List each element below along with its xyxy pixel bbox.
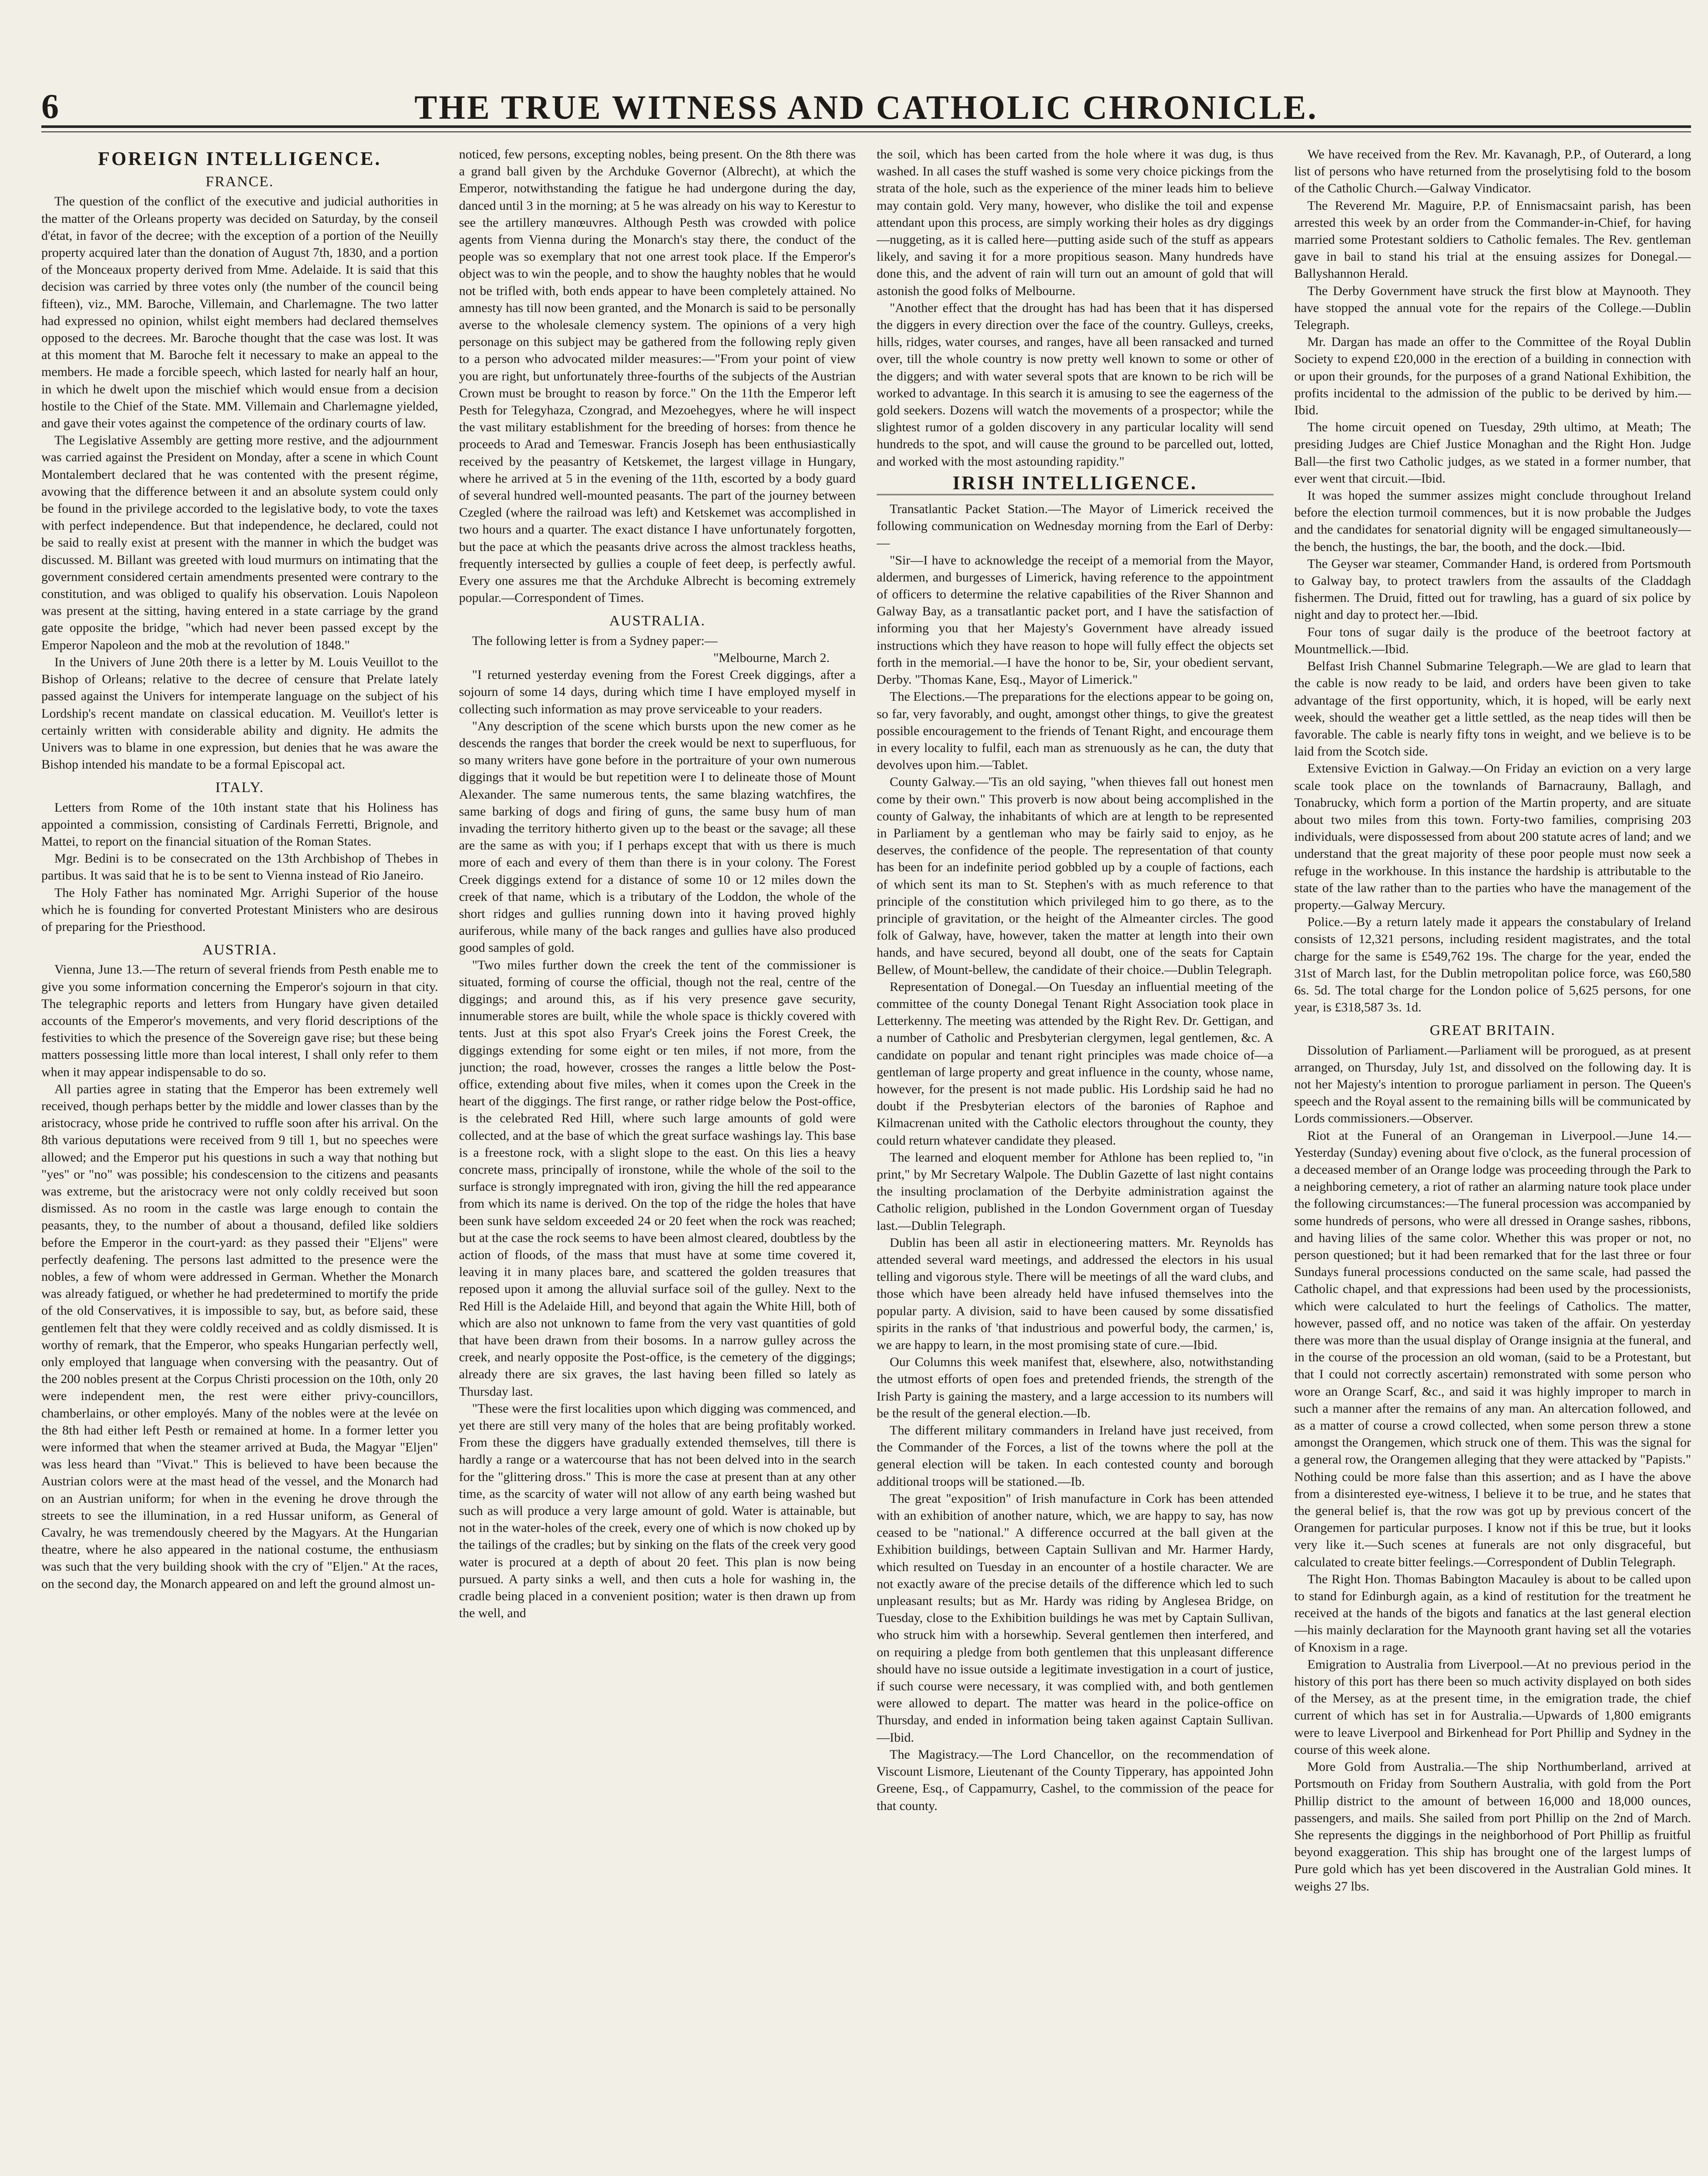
paragraph: The learned and eloquent member for Athlone has been replied to, "in print," by Mr Secretary Walpole. The Dublin Gazette of last night contains the insulting proclamation of the Derbyite administration against the Catholic religion, published in the London Government organ of Tuesday last.—Dublin Telegraph. — [877, 1150, 1274, 1233]
paragraph: "These were the first localities upon which digging was commenced, and yet there are still very many of the holes that are being profitably worked. From these the diggers have gradually extended themselves, till there is hardly a range or a watercourse that has not been delved into in the search for the "glittering dross." This is more the case at present than at any other time, as the scarcity of water will not allow of any earth being washed but such as will produce a very large amount of gold. Water is attainable, but not in the water-holes of the creek, every one of which is now choked up by the tailings of the cradles; but by sinking on the flats of the creek very good water is procured at a depth of about 20 feet. This plan is now being pursued. A party sinks a well, and then cuts a hole for washing in, the cradle being placed in a convenient position; water is then drawn up from the well, and — [459, 1401, 856, 1621]
paragraph: The Elections.—The preparations for the elections appear to be going on, so far, very favorably, and ought, amongst other things, to give the greatest possible encouragement to the friends of Tenant Right, and encourage them in every locality to fulfil, each man as strenuously as he can, the duty that devolves upon him.—Tablet. — [877, 689, 1274, 772]
subheading-great-britain: GREAT BRITAIN. — [1429, 1022, 1556, 1039]
paragraph: The Reverend Mr. Maguire, P.P. of Ennismacsaint parish, has been arrested this week by an order from the Commander-in-Chief, for having married some Protestant soldiers to Catholic females. The Rev. gentleman gave in bail to stand his trial at the ensuing assizes for Donegal.—Ballyshannon Herald. — [1294, 198, 1691, 281]
paragraph: County Galway.—'Tis an old saying, "when thieves fall out honest men come by their own." This proverb is now about being accomplished in the county of Galway, the inhabitants of which are at length to be represented in Parliament by a gentleman who may be fairly said to enjoy, as he deserves, the confidence of the people. The representation of that county has been for an indefinite period gobbled up by a couple of factions, each of which sent its man to St. Stephen's with as much reference to that principle of the constitution which privileged him to go there, as to the principle of gravitation, or the height of the Almeanter circles. The good folk of Galway, have, however, taken the matter at length into their own hands, and have secured, beyond all doubt, one of the seats for Captain Bellew, of Mount-bellew, the candidate of their choice.—Dublin Telegraph. — [877, 775, 1274, 977]
paragraph: Emigration to Australia from Liverpool.—At no previous period in the history of this port has there been so much activity displayed on both sides of the Mersey, as at the present time, in the emigration trade, the chief current of which has set in for Australia.—Upwards of 1,800 emigrants were to leave Liverpool and Birkenhead for Port Phillip and Sydney in the course of this week alone. — [1294, 1657, 1691, 1757]
paragraph: The Right Hon. Thomas Babington Macauley is about to be called upon to stand for Edinburgh again, as a kind of restitution for the treatment he received at the hands of the bigots and fanatics at the last general election—his mainly declaration for the Maynooth grant having set all the votaries of Knoxism in a rage. — [1294, 1572, 1691, 1655]
paragraph: noticed, few persons, excepting nobles, being present. On the 8th there was a grand ball given by the Archduke Governor (Albrecht), at which the Emperor, notwithstanding the fatigue he had undergone during the day, danced until 3 in the morning; at 5 he was already on his way to Kerestur to see the artillery manœuvres. Although Pesth was crowded with police agents from Vienna during the Monarch's stay there, the conduct of the people was so exemplary that not one arrest took place. If the Emperor's object was to win the people, and to show the haughty nobles that he would not be trifled with, both ends appear to have been completely attained. No amnesty has till now been granted, and the Monarch is said to be personally averse to the wholesale clemency system. The opinions of a very high personage on this subject may be gathered from the following reply given to a person who advocated milder measures:—"From your point of view you are right, but unfortunately three-fourths of the subjects of the Austrian Crown must be brought to reason by force." On the 11th the Emperor left Pesth for Telegyhaza, Czongrad, and Mezoehegyes, where he will inspect the vast military establishment for the breeding of horses: from thence he proceeds to Arad and Temeswar. Francis Joseph has been enthusiastically received by the peasantry of Ketskemet, the largest village in Hungary, where he arrived at 5 in the evening of the 11th, escorted by a body guard of several hundred well-mounted peasants. The part of the journey between Czegled (where the railroad was left) and Ketskemet was accomplished in two hours and a quarter. The exact distance I have unfortunately forgotten, but the pace at which the peasants drive across the almost trackless heaths, frequently intersected by gullies a couple of feet deep, is perfectly awful. Every one assures me that the Archduke Albrecht is becoming extremely popular.—Correspondent of Times. — [459, 147, 856, 605]
paragraph: "Any description of the scene which bursts upon the new comer as he descends the ranges that border the creek would be next to superfluous, for so many writers have gone before in the portraiture of your own numerous diggings that it would be but repetition were I to delineate those of Mount Alexander. The same numerous tents, the same blazing watchfires, the same barking of dogs and firing of guns, the same busy hum of man invading the territory hitherto given up to the beast or the savage; all these are the same as with you; if I perhaps except that with us there is much more of each and every of them than there is in your colony. The Forest Creek diggings extend for a distance of some 10 or 12 miles down the creek of that name, which is a tributary of the Loddon, the whole of the short ridges and gullies running down into it having proved highly auriferous, while many of the back ranges and gullies have also produced good samples of gold. — [459, 719, 856, 955]
paragraph: Mgr. Bedini is to be consecrated on the 13th Archbishop of Thebes in partibus. It was said that he is to be sent to Vienna instead of Rio Janeiro. — [41, 851, 438, 883]
section-heading-foreign: FOREIGN INTELLIGENCE. — [98, 148, 382, 169]
paragraph: It was hoped the summer assizes might conclude throughout Ireland before the election turmoil commences, but it is now probable the Judges and the candidates for senatorial dignity will be engaged simultaneously—the bench, the hustings, the bar, the booth, and the dock.—Ibid. — [1294, 488, 1691, 554]
subheading-france: FRANCE. — [205, 174, 274, 190]
paragraph: In the Univers of June 20th there is a letter by M. Louis Veuillot to the Bishop of Orleans; relative to the decree of censure that Prelate lately passed against the Univers for intemperate language on the subject of his Lordship's recent mandate on classical education. M. Veuillot's letter is certainly written with considerable ability and dignity. He admits the Univers was to blame in one expression, but denies that he was aware the Bishop intended his mandate to be a formal Episcopal act. — [41, 655, 438, 772]
paragraph: "Two miles further down the creek the tent of the commissioner is situated, forming of course the official, though not the real, centre of the diggings; and around this, as if his very presence gave security, innumerable stores are built, while the whole space is thickly covered with tents. Just at this spot also Fryar's Creek joins the Forest Creek, the diggings extending for some eight or ten miles, if not more, from the junction; the road, however, crosses the ranges a little below the Post-office, extending about five miles, when it comes upon the Creek in the heart of the diggings. The first range, or rather ridge below the Post-office, is the celebrated Red Hill, where such large amounts of gold were collected, and at the base of which the great surface washings lay. This base is a freestone rock, with a slight slope to the east. On this lies a heavy concrete mass, principally of ironstone, while the whole of the soil to the surface is strongly impregnated with iron, giving the hill the red appearance from which its name is derived. On the top of the ridge the holes that have been sunk have seldom exceeded 24 or 20 feet when the rock was reached; but at the case the rock seems to have been almost cleared, doubtless by the action of floods, of the mass that must have at some time covered it, leaving it in many places bare, and scattered the golden treasures that reposed upon it among the alluvial surface soil of the gulley. Next to the Red Hill is the Adelaide Hill, and beyond that again the White Hill, both of which are also not unknown to fame from the very vast quantities of gold that have been drawn from their bosoms. In a narrow gulley across the creek, and nearly opposite the Post-office, is the cemetery of the diggings; already there are six graves, the last having been filled so lately as Thursday last. — [459, 957, 856, 1399]
paragraph: Four tons of sugar daily is the produce of the beetroot factory at Mountmellick.—Ibid. — [1294, 625, 1691, 656]
paragraph: Representation of Donegal.—On Tuesday an influential meeting of the committee of the county Donegal Tenant Right Association took place in Letterkenny. The meeting was attended by the Right Rev. Dr. Gettigan, and a number of Catholic and Presbyterian clergymen, legal gentlemen, &c. A candidate on popular and tenant right principles was made choice of—a gentleman of large property and great influence in the county, whose name, however, for the present is not made public. His Lordship said he had no doubt if the Presbyterian electors of the baronies of Raphoe and Kilmacrenan united with the Catholic electors throughout the county, they could return whatever candidate they pleased. — [877, 979, 1274, 1148]
paragraph: Police.—By a return lately made it appears the constabulary of Ireland consists of 12,321 persons, including resident magistrates, and the total charge for the same is £549,762 19s. The charge for the year, ended the 31st of March last, for the Dublin metropolitan police force, was £60,580 6s. 5d. The total charge for the London police of 5,625 persons, for one year, is £318,587 3s. 1d. — [1294, 915, 1691, 1015]
column-4 — [1294, 146, 1691, 2176]
column-1 — [41, 146, 438, 2176]
paragraph: The Geyser war steamer, Commander Hand, is ordered from Portsmouth to Galway bay, to protect trawlers from the assaults of the Claddagh fishermen. The Druid, fitted out for trawling, has a guard of six police by night and day to protect her.—Ibid. — [1294, 556, 1691, 622]
paragraph: Extensive Eviction in Galway.—On Friday an eviction on a very large scale took place on the townlands of Barnacrauny, Ballagh, and Tonabrucky, which form a portion of the Martin property, and are situate about two miles from this town. Forty-two families, comprising 203 individuals, were dispossessed from about 200 statute acres of land; and we understand that the great majority of these poor people must now seek a refuge in the workhouse. In this instance the hardship is attributable to the state of the law rather than to the parties who have the management of the property.—Galway Mercury. — [1294, 761, 1691, 912]
paragraph: Mr. Dargan has made an offer to the Committee of the Royal Dublin Society to expend £20,000 in the erection of a building in connection with or upon their grounds, for the purposes of a grand National Exhibition, the profits incidental to the admission of the public to be derived by him.—Ibid. — [1294, 335, 1691, 418]
paragraph: The Holy Father has nominated Mgr. Arrighi Superior of the house which he is founding for converted Protestant Ministers who are desirous of preparing for the Priesthood. — [41, 885, 438, 934]
dateline: "Melbourne, March 2. — [713, 650, 830, 665]
paragraph: "I returned yesterday evening from the Forest Creek diggings, after a sojourn of some 14 days, during which time I have employed myself in collecting such information as may prove serviceable to your readers. — [459, 668, 856, 716]
paragraph: Transatlantic Packet Station.—The Mayor of Limerick received the following communication on Wednesday morning from the Earl of Derby:— — [877, 502, 1274, 551]
paragraph: The home circuit opened on Tuesday, 29th ultimo, at Meath; The presiding Judges are Chief Justice Monaghan and the Right Hon. Judge Ball—the first two Catholic judges, as we stated in a former number, that ever went that circuit.—Ibid. — [1294, 420, 1691, 486]
paragraph: The Derby Government have struck the first blow at Maynooth. They have stopped the annual vote for the repairs of the College.—Dublin Telegraph. — [1294, 283, 1691, 332]
paragraph: The question of the conflict of the executive and judicial authorities in the matter of the Orleans property was decided on Saturday, by the conseil d'état, in favor of the decree; with the exception of a portion of the Neuilly property acquired later than the donation of August 7th, 1830, and a portion of the Monceaux property derived from Mme. Adelaide. It is said that this decision was carried by three votes only (the number of the council being fifteen), viz., MM. Baroche, Villemain, and Charlemagne. The two latter had expressed no opinion, whilst eight members had declared themselves opposed to the decrees. Mr. Baroche thought that the case was lost. It was at this moment that M. Baroche felt it necessary to make an appeal to the members. He made a forcible speech, which lasted for nearly half an hour, in which he dwelt upon the mischief which would ensue from a decision hostile to the Chief of the State. MM. Villemain and Charlemagne yielded, and gave their votes against the competence of the ordinary courts of law. — [41, 194, 438, 431]
paragraph: The Legislative Assembly are getting more restive, and the adjournment was carried against the President on Monday, after a scene in which Count Montalembert declared that he was contented with the present régime, avowing that the difference between it and an absolute system could only be found in the privilege accorded to the legislative body, to vote the taxes with perfect independence. But that independence, he declared, could not be said to really exist at present with the manner in which the budget was discussed. M. Billant was greeted with loud murmurs on intimating that the government considered certain amendments presented were contrary to the constitution, and was obliged to qualify his observation. Louis Napoleon was present at the sitting, having entered in a state carriage by the grand gate opposite the bridge, "which had never been passed except by the Emperor Napoleon and the mob at the revolution of 1848." — [41, 433, 438, 652]
paragraph: Belfast Irish Channel Submarine Telegraph.—We are glad to learn that the cable is now ready to be laid, and orders have been given to take advantage of the first opportunity, which, it is hoped, will be early next week, should the weather get a little settled, as the neap tides will then be favorable. The cable is nearly fifty tons in weight, and we believe is to be laid from the Scotch side. — [1294, 659, 1691, 759]
paragraph: The different military commanders in Ireland have just received, from the Commander of the Forces, a list of the towns where the poll at the general election will be taken. In each contested county and borough additional troops will be stationed.—Ib. — [877, 1423, 1274, 1489]
newspaper-title: THE TRUE WITNESS AND CATHOLIC CHRONICLE. — [414, 88, 1318, 126]
paragraph: We have received from the Rev. Mr. Kavanagh, P.P., of Outerard, a long list of persons who have returned from the proselytising fold to the bosom of the Catholic Church.—Galway Vindicator. — [1294, 147, 1691, 196]
paragraph: "Another effect that the drought has had has been that it has dispersed the diggers in every direction over the face of the country. Gulleys, creeks, hills, ridges, water courses, and ranges, have all been ransacked and turned over, till the whole country is now pretty well known to some or other of the diggers; and with water several spots that are known to be rich will be worked to advantage. In this search it is amusing to see the eagerness of the gold seekers. Dozens will watch the movements of a prospector; while the slightest rumor of a golden discovery in any particular locality will send hundreds to the spot, and will cause the ground to be parcelled out, lotted, and worked with the most astounding rapidity." — [877, 300, 1274, 469]
paragraph: the soil, which has been carted from the hole where it was dug, is thus washed. In all cases the stuff washed is some very choice pickings from the strata of the hole, such as the experience of the miner leads him to believe may contain gold. Very many, however, who dislike the toil and expense attendant upon this process, are simply working their holes as dry diggings—nuggeting, as it is called here—putting aside such of the stuff as appears likely, and saving it for a more propitious season. Many hundreds have done this, and the advent of rain will turn out an amount of gold that will astonish the good folks of Melbourne. — [877, 147, 1274, 298]
article-columns — [41, 146, 1691, 2176]
subheading-italy: ITALY. — [215, 779, 264, 796]
paragraph: Letters from Rome of the 10th instant state that his Holiness has appointed a commission, consisting of Cardinals Ferretti, Brignole, and Mattei, to report on the financial situation of the Roman States. — [41, 800, 438, 849]
paragraph: Dublin has been all astir in electioneering matters. Mr. Reynolds has attended several ward meetings, and addressed the electors in his usual telling and vigorous style. There will be meetings of all the ward clubs, and those which have been already held have infused themselves into the popular party. A division, said to have been caused by some dissatisfied spirits in the ranks of 'that industrious and powerful body, the carmen,' is, we are happy to learn, in the most promising state of cure.—Ibid. — [877, 1235, 1274, 1353]
paragraph: Vienna, June 13.—The return of several friends from Pesth enable me to give you some information concerning the Emperor's sojourn in that city. The telegraphic reports and letters from Hungary have given detailed accounts of the Emperor's movements, and very florid descriptions of the festivities to which the presence of the Sovereign gave rise; but these being matters possessing little more than local interest, I shall only refer to them when it may appear indispensable to do so. — [41, 962, 438, 1079]
column-2 — [459, 146, 856, 2176]
page-number: 6 — [41, 87, 59, 126]
paragraph: The great "exposition" of Irish manufacture in Cork has been attended with an exhibition of another nature, which, we are happy to say, has now ceased to be "national." A difference occurred at the ball given at the Exhibition buildings, between Captain Sullivan and Mr. Harmer Hardy, which resulted on Tuesday in an encounter of a hostile character. We are not exactly aware of the precise details of the difference which led to such unpleasant results; but as Mr. Hardy was riding by Anglesea Bridge, on Tuesday, close to the Exhibition buildings he was met by Captain Sullivan, who struck him with a horsewhip. Several gentlemen then interfered, and on requiring a pledge from both gentlemen that this unpleasant difference should have no issue outside a legitimate investigation in a court of justice, if such course were necessary, it was complied with, and both gentlemen were allowed to depart. The matter was heard in the police-office on Thursday, and ended in information being taken against Captain Sullivan.—Ibid. — [877, 1491, 1274, 1745]
paragraph: More Gold from Australia.—The ship Northumberland, arrived at Portsmouth on Friday from Southern Australia, with gold from the Port Phillip district to the amount of between 16,000 and 18,000 ounces, passengers, and mails. She sailed from port Phillip on the 2nd of March. She represents the diggings in the neighborhood of Port Phillip as fruitful beyond exaggeration. This ship has brought one of the largest lumps of Pure gold which has yet been discovered in the Australian Gold mines. It weighs 27 lbs. — [1294, 1760, 1691, 1894]
masthead-rule — [41, 125, 1691, 128]
masthead-rule-thin — [41, 131, 1691, 132]
paragraph: The following letter is from a Sydney paper:— — [472, 633, 718, 648]
subheading-australia: AUSTRALIA. — [609, 613, 706, 629]
paragraph: Riot at the Funeral of an Orangeman in Liverpool.—June 14.—Yesterday (Sunday) evening about five o'clock, as the funeral procession of a deceased member of an Orange lodge was proceeding through the Park to a neighboring cemetery, a riot of rather an alarming nature took place under the following circumstances:—The funeral procession was accompanied by some hundreds of persons, who were all dressed in Orange sashes, ribbons, and having lilies of the same color. Whether this was proper or not, no person questioned; but it had been remarked that for the last three or four Sundays funeral processions conducted on the same scale, had passed the Catholic chapel, and that expressions had been used by the processionists, which were calculated to hurt the feelings of Catholics. The matter, however, passed off, and no notice was taken of the affair. On yesterday there was more than the usual display of Orange insignia at the funeral, and in the course of the procession an old woman, (said to be a Protestant, but that I could not correctly ascertain) remonstrated with some person who wore an Orange Scarf, &c., and said it was highly improper to march in such a manner after the remains of any man. An altercation followed, and as a matter of course a crowd collected, when some person threw a stone amongst the Orangemen, which struck one of them. This was the signal for a general row, the Orangemen alleging that they were attacked by "Papists." Nothing could be more false than this assertion; and as I have the above from a disinterested eye-witness, I believe it to be true, and he states that the general belief is, that the row was got up by previous concert of the Orangemen for particular purposes. I know not if this be true, but it looks very like it.—Such scenes at funerals are not only disgraceful, but calculated to create bitter feelings.—Correspondent of Dublin Telegraph. — [1294, 1128, 1691, 1569]
paragraph: All parties agree in stating that the Emperor has been extremely well received, though perhaps better by the middle and lower classes than by the aristocracy, whose pride he contrived to ruffle soon after his arrival. On the 8th various deputations were received from 9 till 1, but no speeches were allowed; and the Emperor put his questions in such a way that nothing but "yes" or "no" was possible; his condescension to the citizens and peasants was extreme, but the aristocracy were not only coldly received but soon dismissed. As no room in the castle was large enough to contain the peasants, they, to the number of about a thousand, defiled like soldiers before the Emperor in the court-yard: as they passed their "Eljens" were perfectly deafening. The persons last admitted to the presence were the nobles, a few of whom were addressed in German. Whether the Monarch was already fatigued, or whether he had predetermined to mortify the pride of the old Conservatives, it is impossible to say, but, as before said, these gentlemen felt that they were coldly received and as coldly dismissed. It is worthy of remark, that the Emperor, who speaks Hungarian perfectly well, only employed that language when conversing with the peasantry. Out of the 200 nobles present at the Corpus Christi procession on the 10th, only 20 were independent men, the rest were either privy-councillors, chamberlains, or other employés. Many of the nobles were at the levée on the 8th had either left Pesth or remained at home. In a former letter you were informed that when the steamer arrived at Buda, the Magyar "Eljen" was less heard than "Vivat." This is believed to have been because the Austrian colors were at the mast head of the vessel, and the Monarch had on an Austrian uniform; for when in the evening he drove through the streets to see the illumination, in a red Hussar uniform, as General of Cavalry, he was tremendously cheered by the Magyars. At the Hungarian theatre, where he also appeared in the national costume, the enthusiasm was such that the very building shook with the cry of "Eljen." At the races, on the second day, the Monarch appeared on and left the ground almost un- — [41, 1081, 438, 1591]
masthead — [41, 22, 1691, 139]
column-3 — [877, 146, 1274, 2176]
paragraph: The Magistracy.—The Lord Chancellor, on the recommendation of Viscount Lismore, Lieutenant of the County Tipperary, has appointed John Greene, Esq., of Cappamurry, Cashel, to the commission of the peace for that county. — [877, 1747, 1274, 1813]
section-heading-irish: IRISH INTELLIGENCE. — [877, 474, 1274, 495]
paragraph: "Sir—I have to acknowledge the receipt of a memorial from the Mayor, aldermen, and burgesses of Limerick, having reference to the appointment of officers to determine the relative capabilities of the River Shannon and Galway Bay, as a transatlantic packet port, and I have the satisfaction of informing you that her Majesty's Government have already issued instructions which they have reason to hope will fully effect the objects set forth in the memorial.—I have the honor to be, Sir, your obedient servant, Derby. "Thomas Kane, Esq., Mayor of Limerick." — [877, 553, 1274, 687]
paragraph: Dissolution of Parliament.—Parliament will be prorogued, as at present arranged, on Thursday, July 1st, and dissolved on the following day. It is not her Majesty's intention to prorogue parliament in person. The Queen's speech and the Royal assent to the remaining bills will be communicated by Lords commissioners.—Observer. — [1294, 1043, 1691, 1126]
paragraph: Our Columns this week manifest that, elsewhere, also, notwithstanding the utmost efforts of open foes and pretended friends, the strength of the Irish Party is gaining the mastery, and a large accession to its numbers will be the result of the general election.—Ib. — [877, 1355, 1274, 1420]
subheading-austria: AUSTRIA. — [202, 942, 277, 958]
